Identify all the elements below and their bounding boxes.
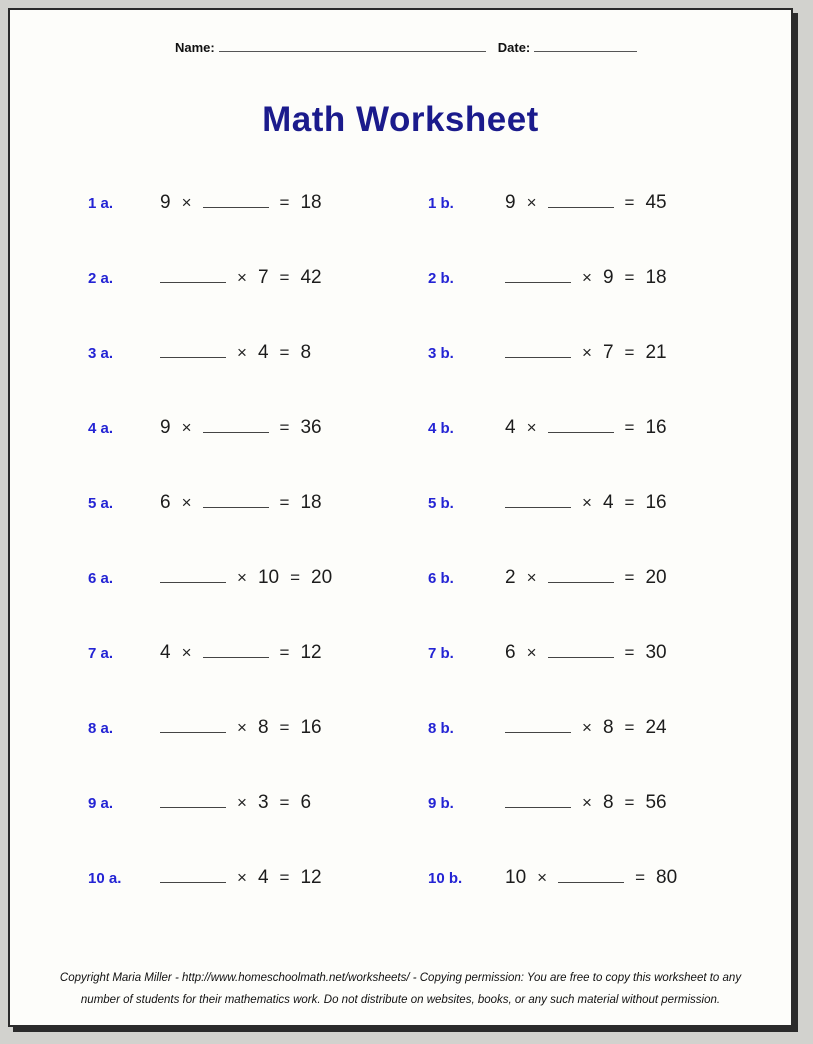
problem-label-4a: 4 a. — [88, 420, 114, 437]
number: 30 — [645, 642, 667, 663]
problem-row — [10, 310, 791, 385]
number: 9 — [602, 267, 614, 288]
number: 10 — [257, 567, 280, 588]
multiply-sign: × — [237, 868, 247, 887]
problem-label-2a: 2 a. — [88, 270, 114, 287]
problem-2b — [505, 263, 791, 289]
problem-label-9b: 9 b. — [428, 795, 454, 812]
problem-6b — [505, 563, 791, 589]
number: 56 — [645, 792, 667, 813]
answer-blank-2b[interactable] — [505, 263, 571, 283]
multiply-sign: × — [237, 268, 247, 287]
answer-blank-3a[interactable] — [160, 338, 226, 358]
number: 16 — [645, 492, 667, 513]
problem-label-3a: 3 a. — [88, 345, 114, 362]
problem-label-2b: 2 b. — [428, 270, 454, 287]
number: 36 — [300, 417, 322, 438]
number: 4 — [160, 642, 171, 663]
answer-blank-2a[interactable] — [160, 263, 226, 283]
multiply-sign: × — [237, 343, 247, 362]
number: 8 — [602, 717, 614, 738]
problem-label-5a: 5 a. — [88, 495, 114, 512]
problem-row — [10, 760, 791, 835]
number: 7 — [257, 267, 269, 288]
number: 20 — [645, 567, 667, 588]
multiply-sign: × — [181, 418, 192, 437]
copyright-footer — [10, 967, 791, 1011]
problem-3a — [160, 338, 428, 364]
problem-row — [10, 460, 791, 535]
multiply-sign: × — [181, 193, 192, 212]
equals-sign: = — [624, 343, 635, 362]
number: 4 — [602, 492, 614, 513]
problem-label-8b: 8 b. — [428, 720, 454, 737]
problem-9a — [160, 788, 428, 814]
answer-blank-1a[interactable] — [203, 188, 269, 208]
problem-label-6a: 6 a. — [88, 570, 114, 587]
equals-sign: = — [279, 643, 290, 662]
page-title: Math Worksheet — [262, 100, 539, 139]
number: 2 — [505, 567, 516, 588]
problem-7a — [160, 638, 428, 664]
number: 3 — [257, 792, 269, 813]
equals-sign: = — [279, 193, 290, 212]
problem-7b — [505, 638, 791, 664]
answer-blank-5a[interactable] — [203, 488, 269, 508]
problem-label-6b: 6 b. — [428, 570, 454, 587]
problem-rows — [10, 160, 791, 910]
header — [175, 38, 751, 55]
problem-4b — [505, 413, 791, 439]
number: 6 — [505, 642, 516, 663]
number: 9 — [160, 417, 171, 438]
number: 12 — [300, 867, 322, 888]
number: 8 — [602, 792, 614, 813]
problem-8b — [505, 713, 791, 739]
answer-blank-6b[interactable] — [548, 563, 614, 583]
equals-sign: = — [279, 268, 290, 287]
number: 4 — [505, 417, 516, 438]
multiply-sign: × — [526, 193, 537, 212]
problem-10a — [160, 863, 428, 889]
answer-blank-9a[interactable] — [160, 788, 226, 808]
number: 12 — [300, 642, 322, 663]
multiply-sign: × — [181, 493, 192, 512]
problem-label-9a: 9 a. — [88, 795, 114, 812]
answer-blank-7a[interactable] — [203, 638, 269, 658]
problem-label-4b: 4 b. — [428, 420, 454, 437]
date-label: Date: — [497, 40, 531, 55]
multiply-sign: × — [582, 718, 592, 737]
problem-5b — [505, 488, 791, 514]
answer-blank-9b[interactable] — [505, 788, 571, 808]
multiply-sign: × — [526, 643, 537, 662]
answer-blank-7b[interactable] — [548, 638, 614, 658]
number: 4 — [257, 867, 269, 888]
number: 9 — [160, 192, 171, 213]
equals-sign: = — [624, 418, 635, 437]
number: 8 — [300, 342, 312, 363]
equals-sign: = — [279, 868, 290, 887]
equals-sign: = — [624, 643, 635, 662]
problem-1a — [160, 188, 428, 214]
multiply-sign: × — [582, 493, 592, 512]
number: 45 — [645, 192, 667, 213]
answer-blank-8a[interactable] — [160, 713, 226, 733]
answer-blank-3b[interactable] — [505, 338, 571, 358]
answer-blank-4b[interactable] — [548, 413, 614, 433]
problem-row — [10, 685, 791, 760]
number: 16 — [645, 417, 667, 438]
number: 20 — [311, 567, 333, 588]
name-label: Name: — [175, 40, 215, 55]
answer-blank-10a[interactable] — [160, 863, 226, 883]
problem-row — [10, 160, 791, 235]
multiply-sign: × — [582, 268, 592, 287]
multiply-sign: × — [582, 343, 592, 362]
problem-row — [10, 385, 791, 460]
multiply-sign: × — [582, 793, 592, 812]
worksheet-page — [8, 8, 793, 1027]
equals-sign: = — [279, 718, 290, 737]
problem-row — [10, 835, 791, 910]
problem-9b — [505, 788, 791, 814]
equals-sign: = — [624, 568, 635, 587]
multiply-sign: × — [181, 643, 192, 662]
number: 8 — [257, 717, 269, 738]
equals-sign: = — [624, 268, 635, 287]
number: 7 — [602, 342, 614, 363]
number: 42 — [300, 267, 322, 288]
number: 18 — [300, 192, 322, 213]
problem-3b — [505, 338, 791, 364]
name-input-line[interactable] — [219, 38, 486, 52]
equals-sign: = — [279, 793, 290, 812]
problem-label-3b: 3 b. — [428, 345, 454, 362]
number: 24 — [645, 717, 667, 738]
multiply-sign: × — [237, 718, 247, 737]
problem-5a — [160, 488, 428, 514]
problem-10b — [505, 863, 791, 889]
problem-6a — [160, 563, 428, 589]
problem-label-1a: 1 a. — [88, 195, 114, 212]
equals-sign: = — [279, 418, 290, 437]
equals-sign: = — [279, 493, 290, 512]
problem-label-5b: 5 b. — [428, 495, 454, 512]
problem-row — [10, 535, 791, 610]
number: 9 — [505, 192, 516, 213]
number: 18 — [300, 492, 322, 513]
problem-row — [10, 235, 791, 310]
problem-4a — [160, 413, 428, 439]
number: 6 — [160, 492, 171, 513]
problem-label-10b: 10 b. — [428, 870, 463, 887]
answer-blank-5b[interactable] — [505, 488, 571, 508]
equals-sign: = — [624, 718, 635, 737]
answer-blank-1b[interactable] — [548, 188, 614, 208]
multiply-sign: × — [526, 418, 537, 437]
number: 10 — [505, 867, 527, 888]
number: 16 — [300, 717, 322, 738]
problem-1b — [505, 188, 791, 214]
equals-sign: = — [624, 793, 635, 812]
date-input-line[interactable] — [534, 38, 637, 52]
answer-blank-8b[interactable] — [505, 713, 571, 733]
multiply-sign: × — [526, 568, 537, 587]
answer-blank-10b[interactable] — [558, 863, 624, 883]
answer-blank-4a[interactable] — [203, 413, 269, 433]
problem-row — [10, 610, 791, 685]
number: 21 — [645, 342, 667, 363]
number: 6 — [300, 792, 312, 813]
copyright-line-2: number of students for their mathematics work. Do not distribute on websites, books, or any such material without permission. — [80, 994, 721, 1006]
number: 18 — [645, 267, 667, 288]
problem-label-7b: 7 b. — [428, 645, 454, 662]
multiply-sign: × — [537, 868, 548, 887]
copyright-line-1: Copyright Maria Miller - http://www.homeschoolmath.net/worksheets/ - Copying permission: You are free to copy this worksheet to any — [59, 972, 742, 984]
equals-sign: = — [624, 193, 635, 212]
problem-8a — [160, 713, 428, 739]
number: 80 — [656, 867, 678, 888]
problem-label-10a: 10 a. — [88, 870, 122, 887]
problem-2a — [160, 263, 428, 289]
equals-sign: = — [290, 568, 301, 587]
equals-sign: = — [635, 868, 646, 887]
answer-blank-6a[interactable] — [160, 563, 226, 583]
equals-sign: = — [279, 343, 290, 362]
multiply-sign: × — [237, 793, 247, 812]
problem-label-1b: 1 b. — [428, 195, 454, 212]
problem-label-7a: 7 a. — [88, 645, 114, 662]
multiply-sign: × — [237, 568, 247, 587]
equals-sign: = — [624, 493, 635, 512]
number: 4 — [257, 342, 269, 363]
problem-label-8a: 8 a. — [88, 720, 114, 737]
